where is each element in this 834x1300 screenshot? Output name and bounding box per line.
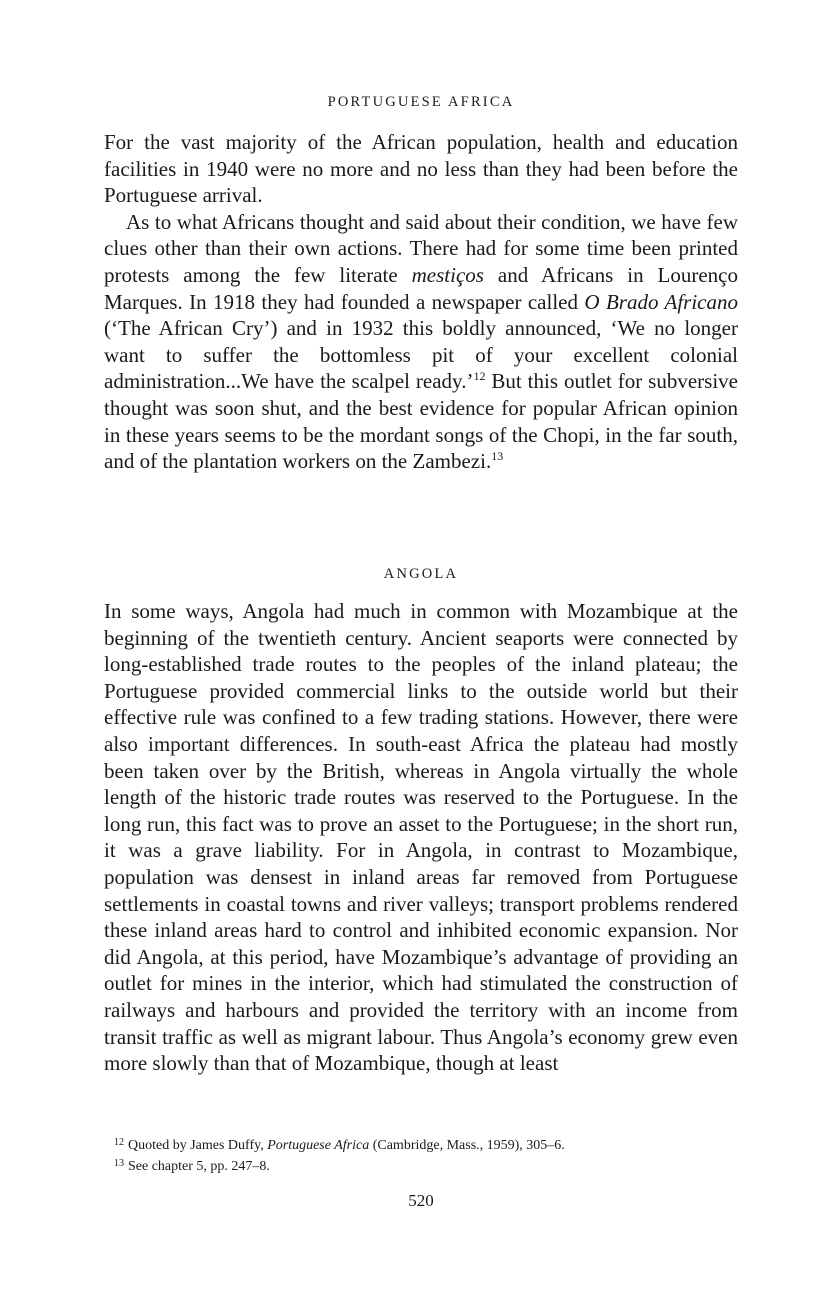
paragraph-2-text-d: But this outlet for subversive thought was soon shut, and the best evidence for popular African opinion in these years seems to be the mordant songs of the Chopi, in the far south, and of the plantation workers on the Zambezi. [104,369,738,474]
page-number: 520 [408,1191,434,1210]
footnote-text: (Cambridge, Mass., 1959), 305–6. [369,1138,565,1153]
paragraph-3: In some ways, Angola had much in common with Mozambique at the beginning of the twentieth century. Ancient seaports were connected by long-established trade routes to the peoples of the inland plateau; the Portuguese provided commercial links to the outside world but their effective rule was confined to a few trading stations. However, there were also important differences. In south-east Africa the plateau had mostly been taken over by the British, whereas in Angola virtually the whole length of the historic trade routes was reserved to the Portuguese. In the long run, this fact was to prove an asset to the Portuguese; in the short run, it was a grave liability. For in Angola, in contrast to Mozambique, population was densest in inland areas far removed from Portuguese settlements in coastal towns and river valleys; transport problems rendered these inland areas hard to control and inhibited economic expansion. Nor did Angola, at this period, have Mozambique’s advantage of providing an outlet for mines in the interior, which had stimulated the construction of railways and harbours and provided the territory with an income from transit traffic as well as migrant labour. Thus Angola’s economy grew even more slowly than that of Mozambique, though at least [104,599,738,1076]
paragraph-2-italic-a: mestiços [411,262,484,287]
section-heading: ANGOLA [383,566,459,582]
footnote-12 [114,1134,738,1155]
body-text-angola [104,598,738,1077]
running-head: PORTUGUESE AFRICA [327,94,515,110]
paragraph-2 [104,209,738,475]
paragraph-2-text-a: As to what Africans thought and said about their condition, we have few clues other than their own actions. There had for some time been printed protests among the few literate [104,209,738,287]
footnote-ref-12[interactable]: 12 [473,369,486,384]
footnote-number: 12 [114,1137,124,1148]
footnote-text: Quoted by James Duffy, [128,1138,268,1153]
paragraph-2-text-c: (‘The African Cry’) and in 1932 this boldly announced, ‘We no longer want to suffer the bottomless pit of your excellent colonial administration...We have the scalpel ready.’ [104,316,738,394]
footnotes [114,1134,738,1175]
footnote-13 [114,1155,738,1176]
paragraph-2-text-b: and Africans in Lourenço Marques. In 1918 they had founded a newspaper called [104,262,738,314]
footnote-text: See chapter 5, pp. 247–8. [128,1158,270,1174]
footnote-book-title: Portuguese Africa [267,1138,370,1153]
newspaper-title: O Brado Africano [584,289,738,314]
paragraph-1: For the vast majority of the African population, health and education facilities in 1940 were no more and no less than they had been before the Portuguese arrival. [104,130,738,208]
body-text-top [104,129,738,475]
footnote-number: 13 [114,1157,124,1169]
footnote-ref-13[interactable]: 13 [491,449,504,464]
